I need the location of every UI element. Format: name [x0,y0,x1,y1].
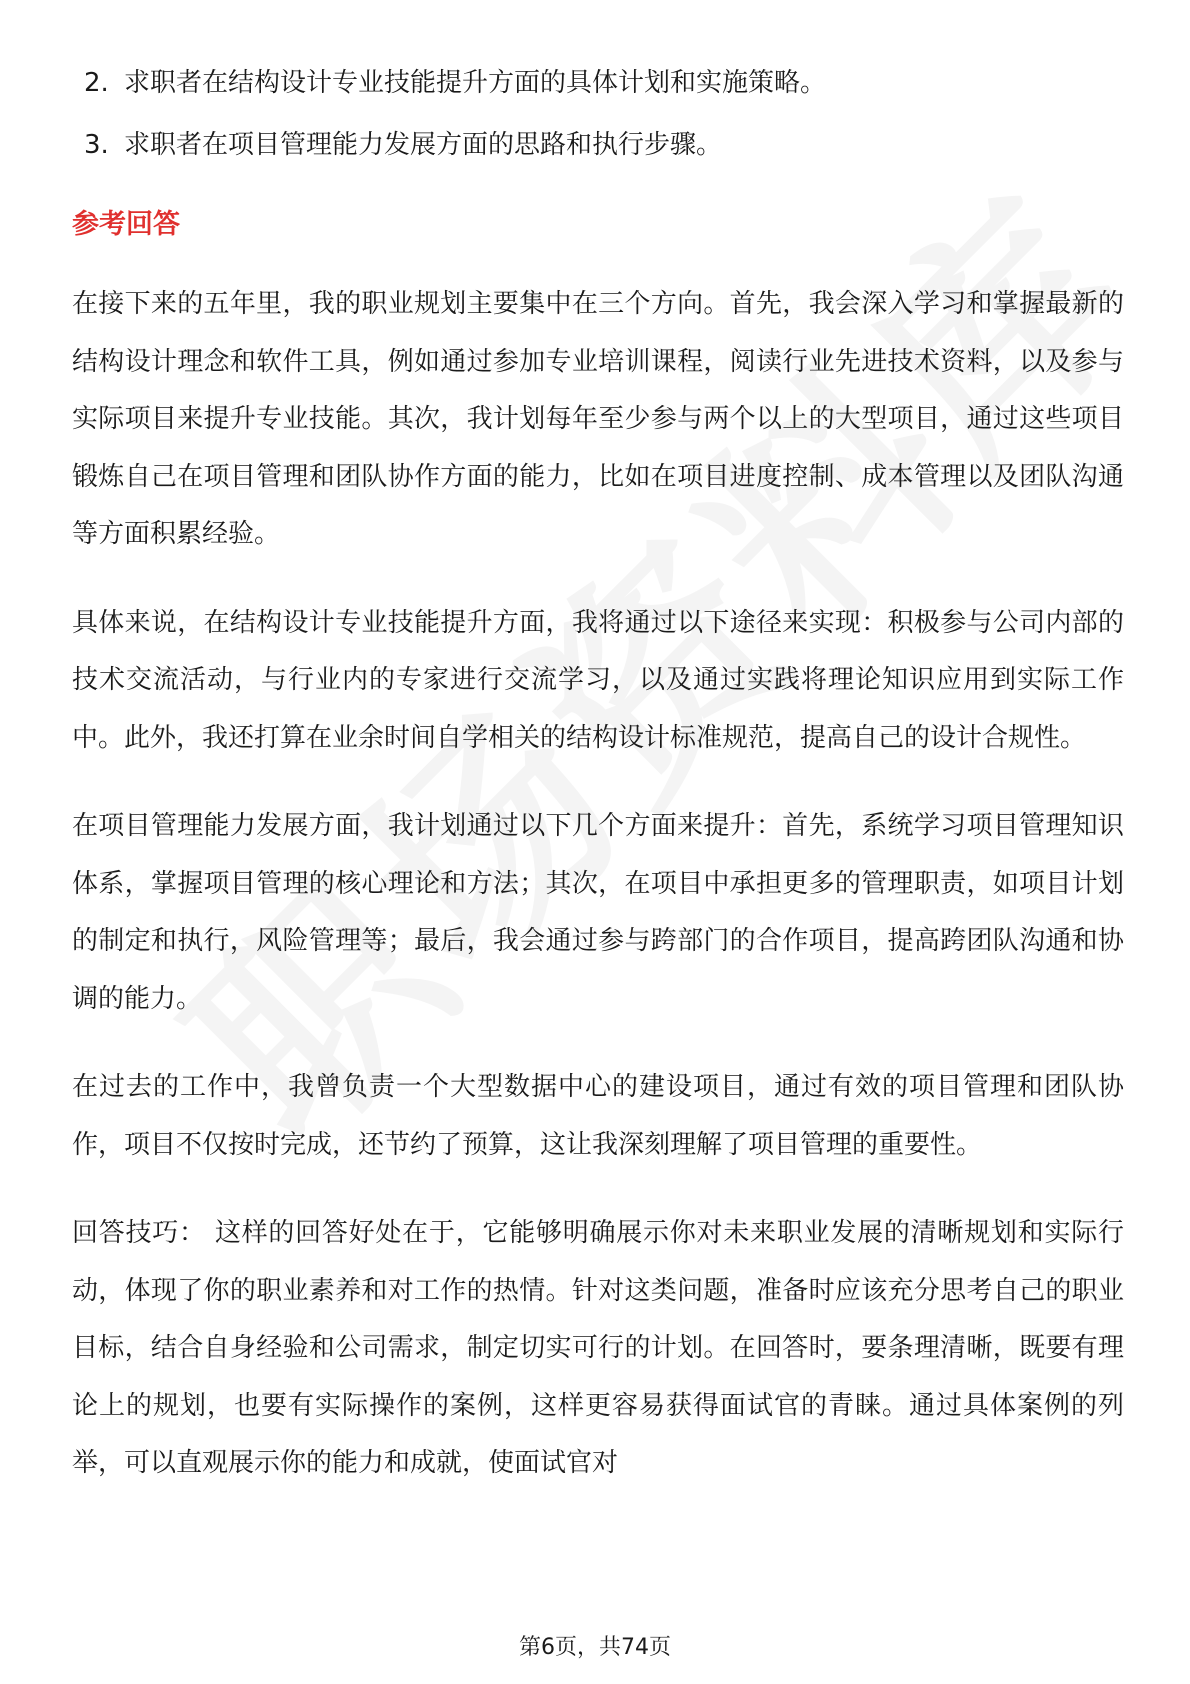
list-item [72,52,1124,114]
document-body [72,52,1124,1524]
question-list [72,52,1124,176]
paragraph: 在项目管理能力发展方面，我计划通过以下几个方面来提升：首先，系统学习项目管理知识体系，掌握项目管理的核心理论和方法；其次，在项目中承担更多的管理职责，如项目计划的制定和执行，风险管理等；最后，我会通过参与跨部门的合作项目，提高跨团队沟通和协调的能力。 [72,811,1124,1014]
list-item-number: 2. [84,68,109,98]
paragraph: 在过去的工作中，我曾负责一个大型数据中心的建设项目，通过有效的项目管理和团队协作，项目不仅按时完成，还节约了预算，这让我深刻理解了项目管理的重要性。 [72,1072,1124,1160]
list-item [72,114,1124,176]
section-title: 参考回答 [72,209,180,240]
list-item-text: 求职者在项目管理能力发展方面的思路和执行步骤。 [124,130,723,160]
list-item-number: 3. [84,130,109,160]
paragraph: 具体来说，在结构设计专业技能提升方面，我将通过以下途径来实现：积极参与公司内部的技术交流活动，与行业内的专家进行交流学习，以及通过实践将理论知识应用到实际工作中。此外，我还打算在业余时间自学相关的结构设计标准规范，提高自己的设计合规性。 [72,607,1124,753]
page-number: 第6页，共74页 [519,1635,671,1660]
paragraph: 回答技巧： 这样的回答好处在于，它能够明确展示你对未来职业发展的清晰规划和实际行动，体现了你的职业素养和对工作的热情。针对这类问题，准备时应该充分思考自己的职业目标，结合自身经验和公司需求，制定切实可行的计划。在回答时，要条理清晰，既要有理论上的规划，也要有实际操作的案例，这样更容易获得面试官的青睐。通过具体案例的列举，可以直观展示你的能力和成就，使面试官对 [72,1218,1124,1478]
paragraph: 在接下来的五年里，我的职业规划主要集中在三个方向。首先，我会深入学习和掌握最新的结构设计理念和软件工具，例如通过参加专业培训课程，阅读行业先进技术资料，以及参与实际项目来提升专业技能。其次，我计划每年至少参与两个以上的大型项目，通过这些项目锻炼自己在项目管理和团队协作方面的能力，比如在项目进度控制、成本管理以及团队沟通等方面积累经验。 [72,289,1124,549]
list-item-text: 求职者在结构设计专业技能提升方面的具体计划和实施策略。 [124,68,827,98]
